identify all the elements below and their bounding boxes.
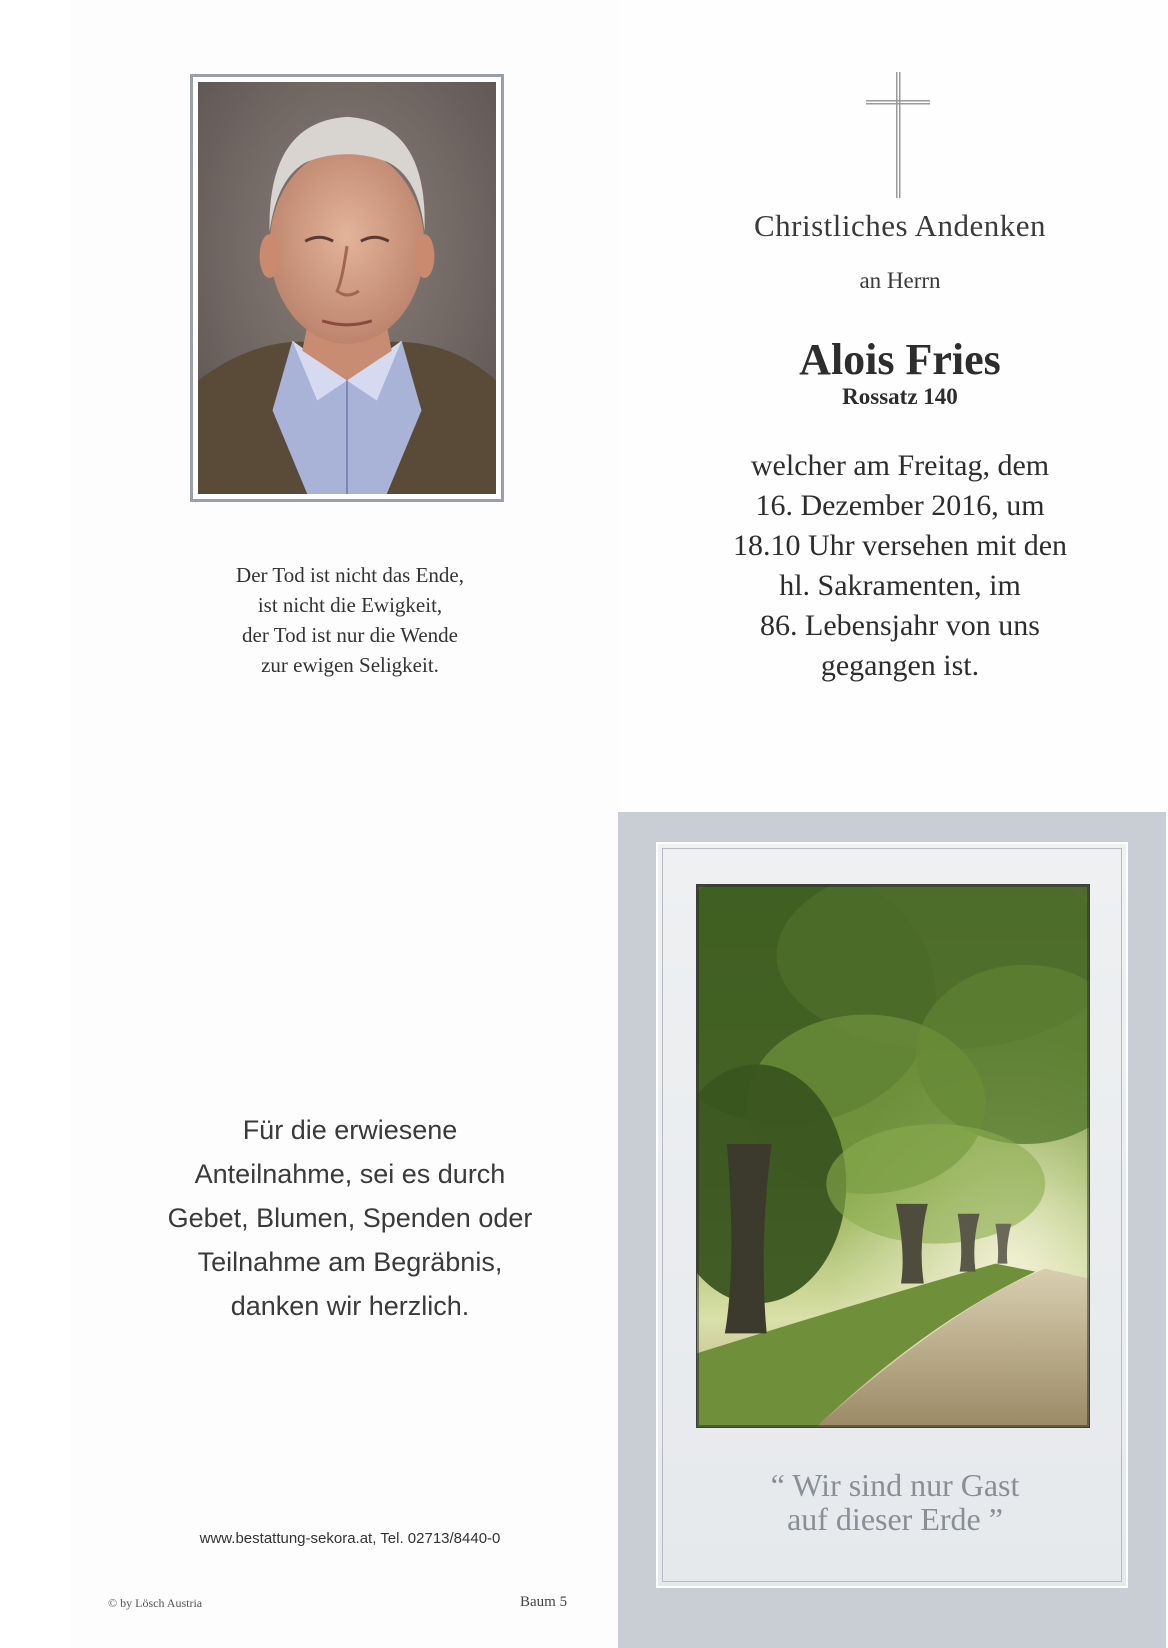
- death-line: hl. Sakramenten, im: [779, 569, 1021, 602]
- tree-avenue-illustration: [697, 885, 1089, 1427]
- deceased-address: Rossatz 140: [842, 384, 958, 409]
- copyright-notice: © by Lösch Austria: [108, 1596, 203, 1610]
- poem-line: Der Tod ist nicht das Ende,: [236, 563, 464, 587]
- deceased-name: Alois Fries: [799, 335, 1001, 384]
- memorial-heading: Christliches Andenken: [753, 208, 1047, 243]
- thanks-line: danken wir herzlich.: [230, 1291, 470, 1321]
- death-line: 18.10 Uhr versehen mit den: [732, 529, 1068, 562]
- poem-line: zur ewigen Seligkeit.: [261, 653, 439, 677]
- quote-line: “ Wir sind nur Gast: [770, 1467, 1020, 1503]
- death-line: gegangen ist.: [820, 649, 980, 682]
- death-line: welcher am Freitag, dem: [750, 449, 1050, 482]
- poem-line: ist nicht die Ewigkeit,: [257, 593, 443, 617]
- funeral-home-contact: www.bestattung-sekora.at, Tel. 02713/8440-0: [199, 1530, 501, 1547]
- death-line: 86. Lebensjahr von uns: [760, 609, 1040, 642]
- death-details: [660, 446, 1140, 686]
- thanks-line: Teilnahme am Begräbnis,: [197, 1247, 503, 1277]
- thanks-line: Gebet, Blumen, Spenden oder: [167, 1203, 533, 1233]
- card-quote: [700, 1468, 1090, 1536]
- thanks-line: Anteilnahme, sei es durch: [194, 1159, 506, 1189]
- poem-line: der Tod ist nur die Wende: [242, 623, 458, 647]
- portrait-image: [198, 82, 496, 494]
- quote-line: auf dieser Erde ”: [787, 1501, 1003, 1537]
- thanks-text: [130, 1108, 570, 1328]
- salutation: an Herrn: [859, 268, 941, 293]
- design-code: Baum 5: [520, 1594, 568, 1610]
- cross-icon: [866, 72, 930, 198]
- thanks-line: Für die erwiesene: [242, 1115, 458, 1145]
- portrait-photo: [190, 74, 504, 502]
- tree-avenue-image: [696, 884, 1090, 1428]
- memorial-poem: [140, 560, 560, 680]
- death-line: 16. Dezember 2016, um: [755, 489, 1045, 522]
